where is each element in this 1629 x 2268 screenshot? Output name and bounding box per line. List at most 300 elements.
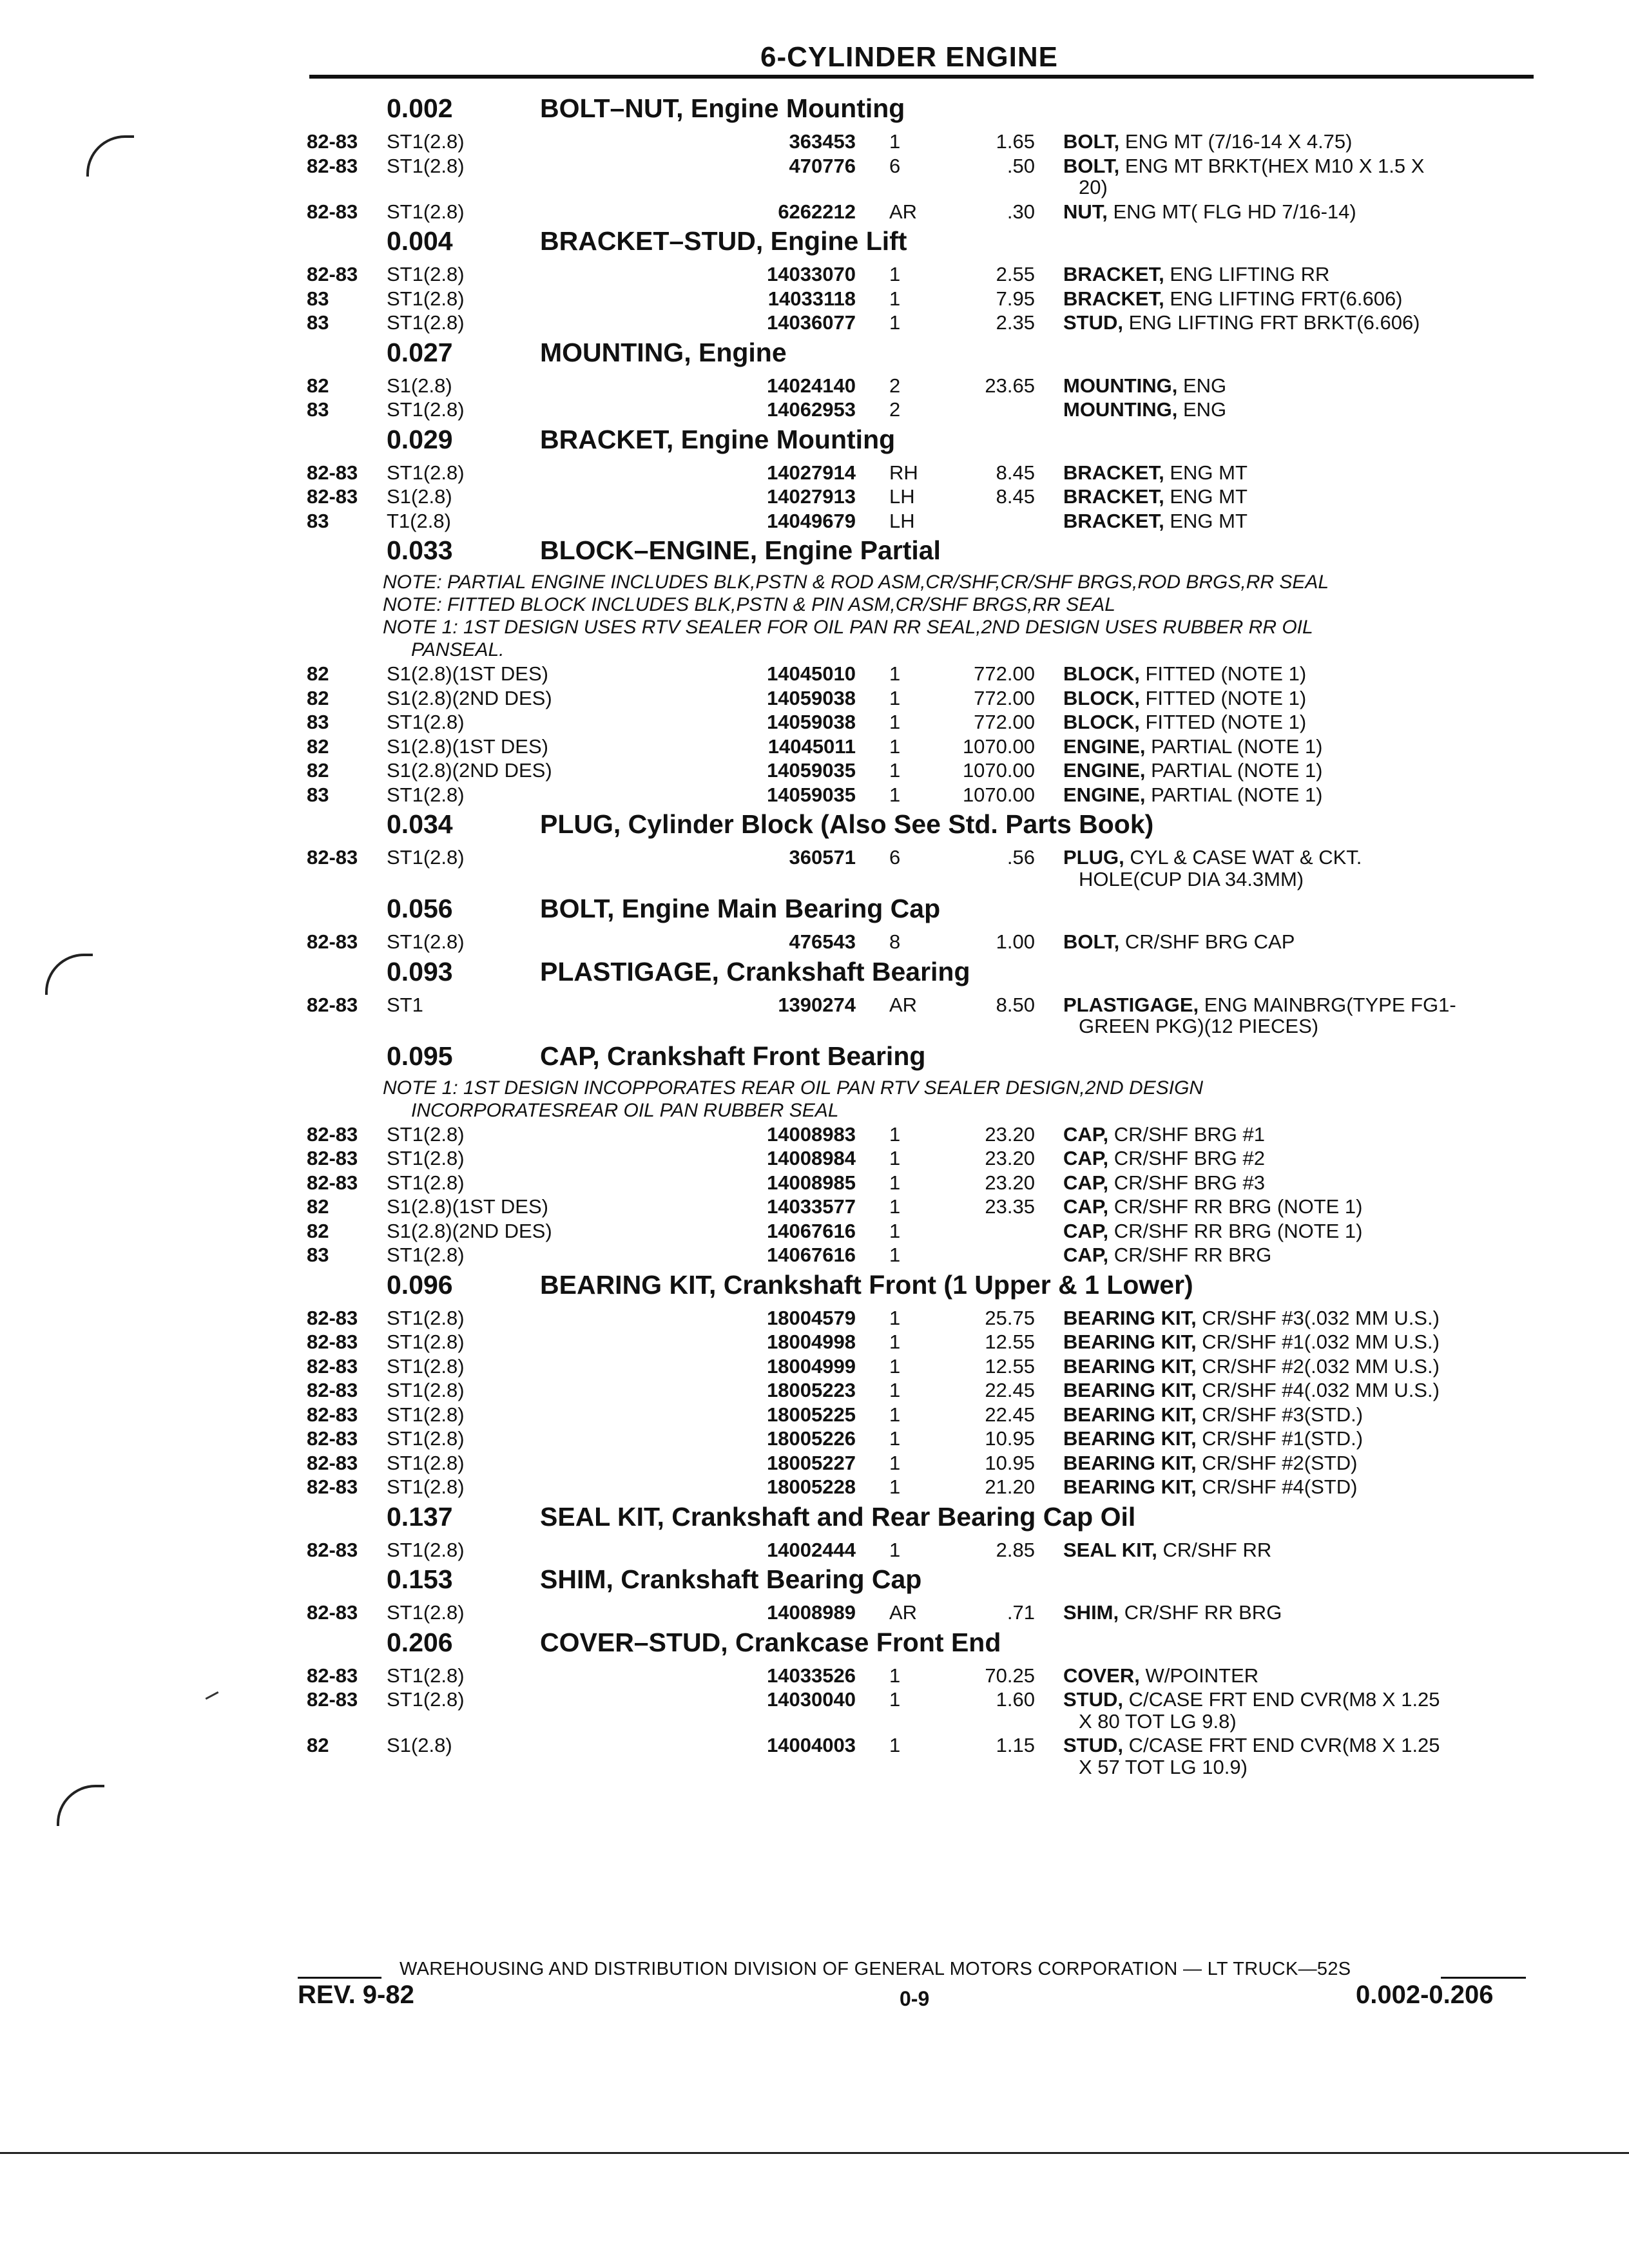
quantity: 1 bbox=[889, 1664, 901, 1687]
quantity: 1 bbox=[889, 1475, 901, 1498]
model-code: ST1(2.8) bbox=[387, 1122, 465, 1146]
model-code: S1(2.8)(2ND DES) bbox=[387, 759, 552, 782]
description bbox=[1063, 661, 1306, 687]
part-number: 1390274 bbox=[778, 993, 856, 1016]
part-number: 18005227 bbox=[767, 1451, 856, 1474]
table-row bbox=[0, 262, 1629, 287]
group-code: 0.137 bbox=[387, 1501, 453, 1532]
group-code: 0.206 bbox=[387, 1627, 453, 1657]
part-number: 18004998 bbox=[767, 1331, 856, 1353]
description-noun: CAP, bbox=[1063, 1171, 1109, 1194]
group-heading bbox=[0, 806, 1629, 842]
part-number: 18004579 bbox=[767, 1306, 856, 1329]
model-code: T1(2.8) bbox=[387, 509, 451, 532]
model-code: ST1(2.8) bbox=[387, 1244, 465, 1266]
description-text: PARTIAL (NOTE 1) bbox=[1145, 735, 1323, 758]
description bbox=[1063, 1194, 1362, 1220]
part-number: 470776 bbox=[789, 154, 856, 177]
part-number: 14033118 bbox=[767, 287, 856, 310]
part-number: 14062953 bbox=[767, 398, 856, 421]
part-number: 14049679 bbox=[767, 509, 856, 532]
model-code: ST1(2.8) bbox=[387, 783, 465, 806]
model-code: ST1(2.8) bbox=[387, 1331, 465, 1353]
description-noun: BRACKET, bbox=[1063, 461, 1164, 484]
group-heading bbox=[0, 1624, 1629, 1660]
description bbox=[1063, 1663, 1258, 1689]
description bbox=[1063, 1426, 1363, 1452]
model-year: 82 bbox=[307, 374, 329, 397]
table-row bbox=[0, 1305, 1629, 1331]
model-code: ST1(2.8) bbox=[387, 287, 465, 310]
description-noun: PLUG, bbox=[1063, 846, 1124, 869]
price: 2.85 bbox=[996, 1538, 1035, 1561]
part-number: 360571 bbox=[789, 846, 856, 869]
price: 7.95 bbox=[996, 287, 1035, 310]
description bbox=[1063, 129, 1353, 155]
description bbox=[1063, 1146, 1265, 1171]
model-code: S1(2.8)(2ND DES) bbox=[387, 1219, 552, 1242]
part-number: 14008989 bbox=[767, 1601, 856, 1624]
price: 23.20 bbox=[985, 1171, 1035, 1194]
description-text: CR/SHF BRG #1 bbox=[1108, 1122, 1265, 1146]
table-row bbox=[0, 1663, 1629, 1689]
table-row bbox=[0, 397, 1629, 423]
model-year: 83 bbox=[307, 311, 329, 334]
quantity: 1 bbox=[889, 1171, 901, 1194]
group-title: COVER–STUD, Crankcase Front End bbox=[540, 1627, 1001, 1657]
group-code: 0.033 bbox=[387, 535, 453, 565]
description-text: ENG bbox=[1177, 374, 1227, 397]
price: 25.75 bbox=[985, 1306, 1035, 1329]
description-text: PARTIAL (NOTE 1) bbox=[1145, 783, 1323, 806]
model-code: ST1(2.8) bbox=[387, 1427, 465, 1450]
model-year: 82-83 bbox=[307, 846, 358, 869]
price: 22.45 bbox=[985, 1379, 1035, 1401]
description-continuation: X 57 TOT LG 10.9) bbox=[1079, 1755, 1248, 1778]
model-code: ST1(2.8) bbox=[387, 1451, 465, 1474]
model-year: 82-83 bbox=[307, 1664, 358, 1687]
description-noun: SHIM, bbox=[1063, 1601, 1119, 1624]
description-noun: BRACKET, bbox=[1063, 485, 1164, 508]
description-noun: BEARING KIT, bbox=[1063, 1306, 1197, 1329]
model-year: 82-83 bbox=[307, 1427, 358, 1450]
model-year: 82-83 bbox=[307, 1306, 358, 1329]
group-note: NOTE: PARTIAL ENGINE INCLUDES BLK,PSTN & ROD ASM,CR/SHF,CR/SHF BRGS,ROD BRGS,RR SEAL bbox=[383, 572, 1329, 593]
table-row bbox=[0, 1122, 1629, 1148]
description-noun: STUD, bbox=[1063, 1734, 1123, 1756]
model-code: ST1(2.8) bbox=[387, 1354, 465, 1378]
model-code: ST1(2.8) bbox=[387, 1601, 465, 1624]
table-row bbox=[0, 484, 1629, 510]
quantity: 1 bbox=[889, 1734, 901, 1756]
description-text: CR/SHF RR BRG (NOTE 1) bbox=[1108, 1195, 1363, 1218]
price: 23.20 bbox=[985, 1147, 1035, 1169]
table-row bbox=[0, 758, 1629, 783]
model-year: 82-83 bbox=[307, 1147, 358, 1169]
description-noun: MOUNTING, bbox=[1063, 398, 1178, 421]
description bbox=[1063, 286, 1403, 312]
part-number: 14004003 bbox=[767, 1734, 856, 1756]
description-text: CR/SHF RR BRG bbox=[1119, 1601, 1282, 1624]
model-code: S1(2.8)(1ST DES) bbox=[387, 1195, 548, 1218]
price: 23.35 bbox=[985, 1195, 1035, 1218]
quantity: RH bbox=[889, 461, 918, 484]
table-row bbox=[0, 1450, 1629, 1476]
price: .71 bbox=[1007, 1601, 1035, 1624]
description-text: FITTED (NOTE 1) bbox=[1139, 711, 1307, 733]
price: 1.65 bbox=[996, 130, 1035, 153]
description-text: CR/SHF #2(STD) bbox=[1196, 1451, 1358, 1474]
model-code: ST1 bbox=[387, 993, 423, 1016]
price: 1.00 bbox=[996, 930, 1035, 953]
model-code: ST1(2.8) bbox=[387, 846, 465, 869]
model-year: 83 bbox=[307, 783, 329, 806]
model-code: ST1(2.8) bbox=[387, 311, 465, 334]
description-text: CR/SHF #2(.032 MM U.S.) bbox=[1196, 1354, 1440, 1378]
page-title: 6-CYLINDER ENGINE bbox=[760, 41, 1058, 73]
quantity: 1 bbox=[889, 1219, 901, 1242]
quantity: 8 bbox=[889, 930, 901, 953]
model-year: 83 bbox=[307, 711, 329, 733]
quantity: 6 bbox=[889, 846, 901, 869]
model-code: ST1(2.8) bbox=[387, 461, 465, 484]
description-noun: CAP, bbox=[1063, 1219, 1109, 1242]
description-noun: ENGINE, bbox=[1063, 783, 1146, 806]
table-row bbox=[0, 310, 1629, 336]
description-noun: BRACKET, bbox=[1063, 287, 1164, 310]
description bbox=[1063, 709, 1306, 735]
description-text: ENG MT (7/16-14 X 4.75) bbox=[1119, 130, 1353, 153]
part-number: 14027913 bbox=[767, 485, 856, 508]
footer-rule-left bbox=[298, 1977, 381, 1979]
model-year: 82-83 bbox=[307, 1538, 358, 1561]
model-code: ST1(2.8) bbox=[387, 711, 465, 733]
page-range: 0.002-0.206 bbox=[1356, 1981, 1494, 2009]
price: 2.55 bbox=[996, 263, 1035, 285]
table-row bbox=[0, 782, 1629, 808]
model-year: 82-83 bbox=[307, 485, 358, 508]
header-rule bbox=[309, 75, 1534, 79]
description bbox=[1063, 686, 1306, 711]
group-title: BLOCK–ENGINE, Engine Partial bbox=[540, 535, 941, 565]
group-title: SEAL KIT, Crankshaft and Rear Bearing Cap Oil bbox=[540, 1501, 1136, 1532]
description-text: CR/SHF #1(.032 MM U.S.) bbox=[1196, 1331, 1440, 1353]
quantity: 1 bbox=[889, 263, 901, 285]
group-heading bbox=[0, 532, 1629, 568]
part-number: 18004999 bbox=[767, 1354, 856, 1378]
model-year: 82-83 bbox=[307, 1451, 358, 1474]
group-heading bbox=[0, 223, 1629, 259]
part-number: 14027914 bbox=[767, 461, 856, 484]
description-text: CR/SHF BRG CAP bbox=[1119, 930, 1295, 953]
group-heading bbox=[0, 421, 1629, 457]
quantity: 1 bbox=[889, 1244, 901, 1266]
description-text: C/CASE FRT END CVR(M8 X 1.25 bbox=[1123, 1734, 1440, 1756]
price: 8.45 bbox=[996, 461, 1035, 484]
description-noun: CAP, bbox=[1063, 1122, 1109, 1146]
price: 1.60 bbox=[996, 1688, 1035, 1711]
part-number: 14036077 bbox=[767, 311, 856, 334]
model-year: 82-83 bbox=[307, 1475, 358, 1498]
quantity: AR bbox=[889, 200, 918, 223]
description-text: ENG MT bbox=[1164, 461, 1248, 484]
part-number: 14033577 bbox=[767, 1195, 856, 1218]
model-year: 82 bbox=[307, 759, 329, 782]
model-code: S1(2.8)(1ST DES) bbox=[387, 662, 548, 685]
model-year: 82-83 bbox=[307, 1354, 358, 1378]
quantity: 2 bbox=[889, 374, 901, 397]
model-year: 82-83 bbox=[307, 1688, 358, 1711]
group-title: BOLT–NUT, Engine Mounting bbox=[540, 93, 905, 123]
table-row bbox=[0, 709, 1629, 735]
quantity: 1 bbox=[889, 662, 901, 685]
description bbox=[1063, 929, 1295, 955]
description-noun: ENGINE, bbox=[1063, 735, 1146, 758]
description-noun: CAP, bbox=[1063, 1244, 1109, 1266]
description-text: CR/SHF #4(STD) bbox=[1196, 1475, 1358, 1498]
model-code: ST1(2.8) bbox=[387, 1306, 465, 1329]
description-noun: BOLT, bbox=[1063, 930, 1120, 953]
description bbox=[1063, 782, 1323, 808]
description-noun: SEAL KIT, bbox=[1063, 1538, 1157, 1561]
group-note: NOTE 1: 1ST DESIGN USES RTV SEALER FOR OIL PAN RR SEAL,2ND DESIGN USES RUBBER RR OIL bbox=[383, 617, 1313, 638]
description bbox=[1063, 199, 1356, 225]
description bbox=[1063, 734, 1323, 760]
model-year: 83 bbox=[307, 398, 329, 421]
group-title: BEARING KIT, Crankshaft Front (1 Upper & 1 Lower) bbox=[540, 1269, 1193, 1300]
quantity: 1 bbox=[889, 1122, 901, 1146]
description bbox=[1063, 1218, 1362, 1244]
footer-rule-right bbox=[1441, 1977, 1526, 1979]
description-text: CYL & CASE WAT & CKT. bbox=[1124, 846, 1362, 869]
description-noun: BEARING KIT, bbox=[1063, 1451, 1197, 1474]
quantity: 1 bbox=[889, 759, 901, 782]
table-row bbox=[0, 460, 1629, 486]
group-title: SHIM, Crankshaft Bearing Cap bbox=[540, 1564, 922, 1594]
model-year: 82-83 bbox=[307, 130, 358, 153]
group-heading bbox=[0, 890, 1629, 927]
group-code: 0.002 bbox=[387, 93, 453, 123]
description bbox=[1063, 397, 1226, 423]
description bbox=[1063, 1122, 1265, 1148]
description-continuation: 20) bbox=[1079, 176, 1108, 198]
price: 772.00 bbox=[974, 686, 1035, 709]
model-code: ST1(2.8) bbox=[387, 1538, 465, 1561]
model-year: 82 bbox=[307, 735, 329, 758]
group-heading bbox=[0, 334, 1629, 370]
description bbox=[1063, 1170, 1265, 1196]
part-number: 18005225 bbox=[767, 1403, 856, 1426]
description-text: C/CASE FRT END CVR(M8 X 1.25 bbox=[1123, 1688, 1440, 1711]
model-code: S1(2.8) bbox=[387, 374, 452, 397]
description bbox=[1063, 1354, 1440, 1379]
model-code: ST1(2.8) bbox=[387, 200, 465, 223]
model-year: 82-83 bbox=[307, 1122, 358, 1146]
description-noun: STUD, bbox=[1063, 1688, 1123, 1711]
quantity: 1 bbox=[889, 1538, 901, 1561]
group-title: CAP, Crankshaft Front Bearing bbox=[540, 1041, 926, 1071]
price: 772.00 bbox=[974, 711, 1035, 733]
description-continuation: X 80 TOT LG 9.8) bbox=[1079, 1709, 1237, 1733]
description-text: ENG MT bbox=[1164, 485, 1248, 508]
model-year: 82 bbox=[307, 662, 329, 685]
price: 2.35 bbox=[996, 311, 1035, 334]
description-noun: BLOCK, bbox=[1063, 686, 1140, 709]
price: 70.25 bbox=[985, 1664, 1035, 1687]
price: 1.15 bbox=[996, 1734, 1035, 1756]
description-noun: BOLT, bbox=[1063, 154, 1120, 177]
part-number: 14059038 bbox=[767, 711, 856, 733]
table-row-continuation bbox=[0, 1014, 1629, 1039]
table-row-continuation bbox=[0, 1709, 1629, 1735]
description-text: FITTED (NOTE 1) bbox=[1139, 662, 1307, 685]
description-noun: COVER, bbox=[1063, 1664, 1140, 1687]
model-code: ST1(2.8) bbox=[387, 154, 465, 177]
part-number: 6262212 bbox=[778, 200, 856, 223]
group-heading bbox=[0, 1038, 1629, 1074]
quantity: 1 bbox=[889, 1688, 901, 1711]
price: 21.20 bbox=[985, 1475, 1035, 1498]
model-code: S1(2.8) bbox=[387, 485, 452, 508]
description-noun: BEARING KIT, bbox=[1063, 1354, 1197, 1378]
model-code: S1(2.8)(1ST DES) bbox=[387, 735, 548, 758]
table-row bbox=[0, 686, 1629, 711]
part-number: 14045011 bbox=[767, 735, 856, 758]
part-number: 18005226 bbox=[767, 1427, 856, 1450]
quantity: AR bbox=[889, 1601, 918, 1624]
group-code: 0.034 bbox=[387, 809, 453, 839]
description bbox=[1063, 484, 1248, 510]
description bbox=[1063, 460, 1248, 486]
table-row bbox=[0, 1378, 1629, 1403]
price: 12.55 bbox=[985, 1354, 1035, 1378]
price: .30 bbox=[1007, 200, 1035, 223]
group-title: PLASTIGAGE, Crankshaft Bearing bbox=[540, 956, 970, 986]
description-text: PARTIAL (NOTE 1) bbox=[1145, 759, 1323, 782]
part-number: 14067616 bbox=[767, 1244, 856, 1266]
group-code: 0.093 bbox=[387, 956, 453, 986]
table-row bbox=[0, 929, 1629, 955]
model-year: 82-83 bbox=[307, 154, 358, 177]
price: 1070.00 bbox=[962, 759, 1035, 782]
model-year: 82 bbox=[307, 1195, 329, 1218]
quantity: LH bbox=[889, 485, 915, 508]
group-note: INCORPORATESREAR OIL PAN RUBBER SEAL bbox=[411, 1099, 839, 1121]
table-row bbox=[0, 373, 1629, 399]
description-noun: ENGINE, bbox=[1063, 759, 1146, 782]
table-row bbox=[0, 1170, 1629, 1196]
price: 8.45 bbox=[996, 485, 1035, 508]
description bbox=[1063, 758, 1323, 783]
description-noun: PLASTIGAGE, bbox=[1063, 993, 1199, 1016]
group-heading bbox=[0, 1499, 1629, 1535]
description-noun: BEARING KIT, bbox=[1063, 1427, 1197, 1450]
part-number: 14067616 bbox=[767, 1219, 856, 1242]
model-code: ST1(2.8) bbox=[387, 1688, 465, 1711]
group-heading bbox=[0, 90, 1629, 126]
description-noun: BOLT, bbox=[1063, 130, 1120, 153]
group-code: 0.027 bbox=[387, 337, 453, 367]
price: .50 bbox=[1007, 154, 1035, 177]
quantity: 1 bbox=[889, 686, 901, 709]
description-noun: BLOCK, bbox=[1063, 662, 1140, 685]
price: 772.00 bbox=[974, 662, 1035, 685]
quantity: 2 bbox=[889, 398, 901, 421]
quantity: 1 bbox=[889, 783, 901, 806]
part-number: 476543 bbox=[789, 930, 856, 953]
model-code: ST1(2.8) bbox=[387, 1664, 465, 1687]
description bbox=[1063, 1450, 1357, 1476]
description-noun: BEARING KIT, bbox=[1063, 1475, 1197, 1498]
description-noun: NUT, bbox=[1063, 200, 1108, 223]
description bbox=[1063, 1402, 1363, 1428]
price: 23.20 bbox=[985, 1122, 1035, 1146]
quantity: 6 bbox=[889, 154, 901, 177]
description bbox=[1063, 310, 1420, 336]
model-code: S1(2.8) bbox=[387, 1734, 452, 1756]
quantity: 1 bbox=[889, 711, 901, 733]
quantity: 1 bbox=[889, 287, 901, 310]
model-year: 82-83 bbox=[307, 1379, 358, 1401]
description-text: CR/SHF BRG #2 bbox=[1108, 1147, 1265, 1169]
model-year: 82-83 bbox=[307, 1403, 358, 1426]
description-noun: BRACKET, bbox=[1063, 509, 1164, 532]
group-title: BOLT, Engine Main Bearing Cap bbox=[540, 894, 941, 923]
group-title: MOUNTING, Engine bbox=[540, 337, 787, 367]
description-text: CR/SHF RR bbox=[1157, 1538, 1272, 1561]
model-code: ST1(2.8) bbox=[387, 263, 465, 285]
footer-text: WAREHOUSING AND DISTRIBUTION DIVISION OF GENERAL MOTORS CORPORATION — LT TRUCK—52S bbox=[400, 1959, 1351, 1979]
description-noun: BEARING KIT, bbox=[1063, 1379, 1197, 1401]
quantity: 1 bbox=[889, 1331, 901, 1353]
group-code: 0.029 bbox=[387, 424, 453, 454]
quantity: 1 bbox=[889, 1403, 901, 1426]
table-row bbox=[0, 1537, 1629, 1563]
model-code: ST1(2.8) bbox=[387, 398, 465, 421]
model-code: ST1(2.8) bbox=[387, 1475, 465, 1498]
quantity: 1 bbox=[889, 1306, 901, 1329]
model-code: ST1(2.8) bbox=[387, 1171, 465, 1194]
table-row bbox=[0, 508, 1629, 534]
table-row bbox=[0, 129, 1629, 155]
model-year: 82-83 bbox=[307, 263, 358, 285]
description-text: CR/SHF RR BRG bbox=[1108, 1244, 1272, 1266]
description-noun: MOUNTING, bbox=[1063, 374, 1178, 397]
table-row bbox=[0, 1474, 1629, 1500]
model-year: 82-83 bbox=[307, 200, 358, 223]
quantity: 1 bbox=[889, 1147, 901, 1169]
model-code: ST1(2.8) bbox=[387, 130, 465, 153]
description-text: CR/SHF #3(.032 MM U.S.) bbox=[1196, 1306, 1440, 1329]
part-number: 14008984 bbox=[767, 1147, 856, 1169]
model-year: 83 bbox=[307, 1244, 329, 1266]
quantity: 1 bbox=[889, 1427, 901, 1450]
table-row-continuation bbox=[0, 867, 1629, 892]
description-text: ENG LIFTING FRT(6.606) bbox=[1164, 287, 1403, 310]
group-heading bbox=[0, 954, 1629, 990]
model-year: 82 bbox=[307, 1734, 329, 1756]
description-text: CR/SHF #3(STD.) bbox=[1196, 1403, 1364, 1426]
description-text: ENG MAINBRG(TYPE FG1- bbox=[1199, 993, 1456, 1016]
description-noun: STUD, bbox=[1063, 311, 1123, 334]
description-text: ENG LIFTING RR bbox=[1164, 263, 1330, 285]
table-row bbox=[0, 1426, 1629, 1452]
description bbox=[1063, 1474, 1357, 1500]
description bbox=[1063, 1537, 1271, 1563]
description-text: FITTED (NOTE 1) bbox=[1139, 686, 1307, 709]
description bbox=[1063, 1329, 1440, 1355]
table-row bbox=[0, 1146, 1629, 1171]
